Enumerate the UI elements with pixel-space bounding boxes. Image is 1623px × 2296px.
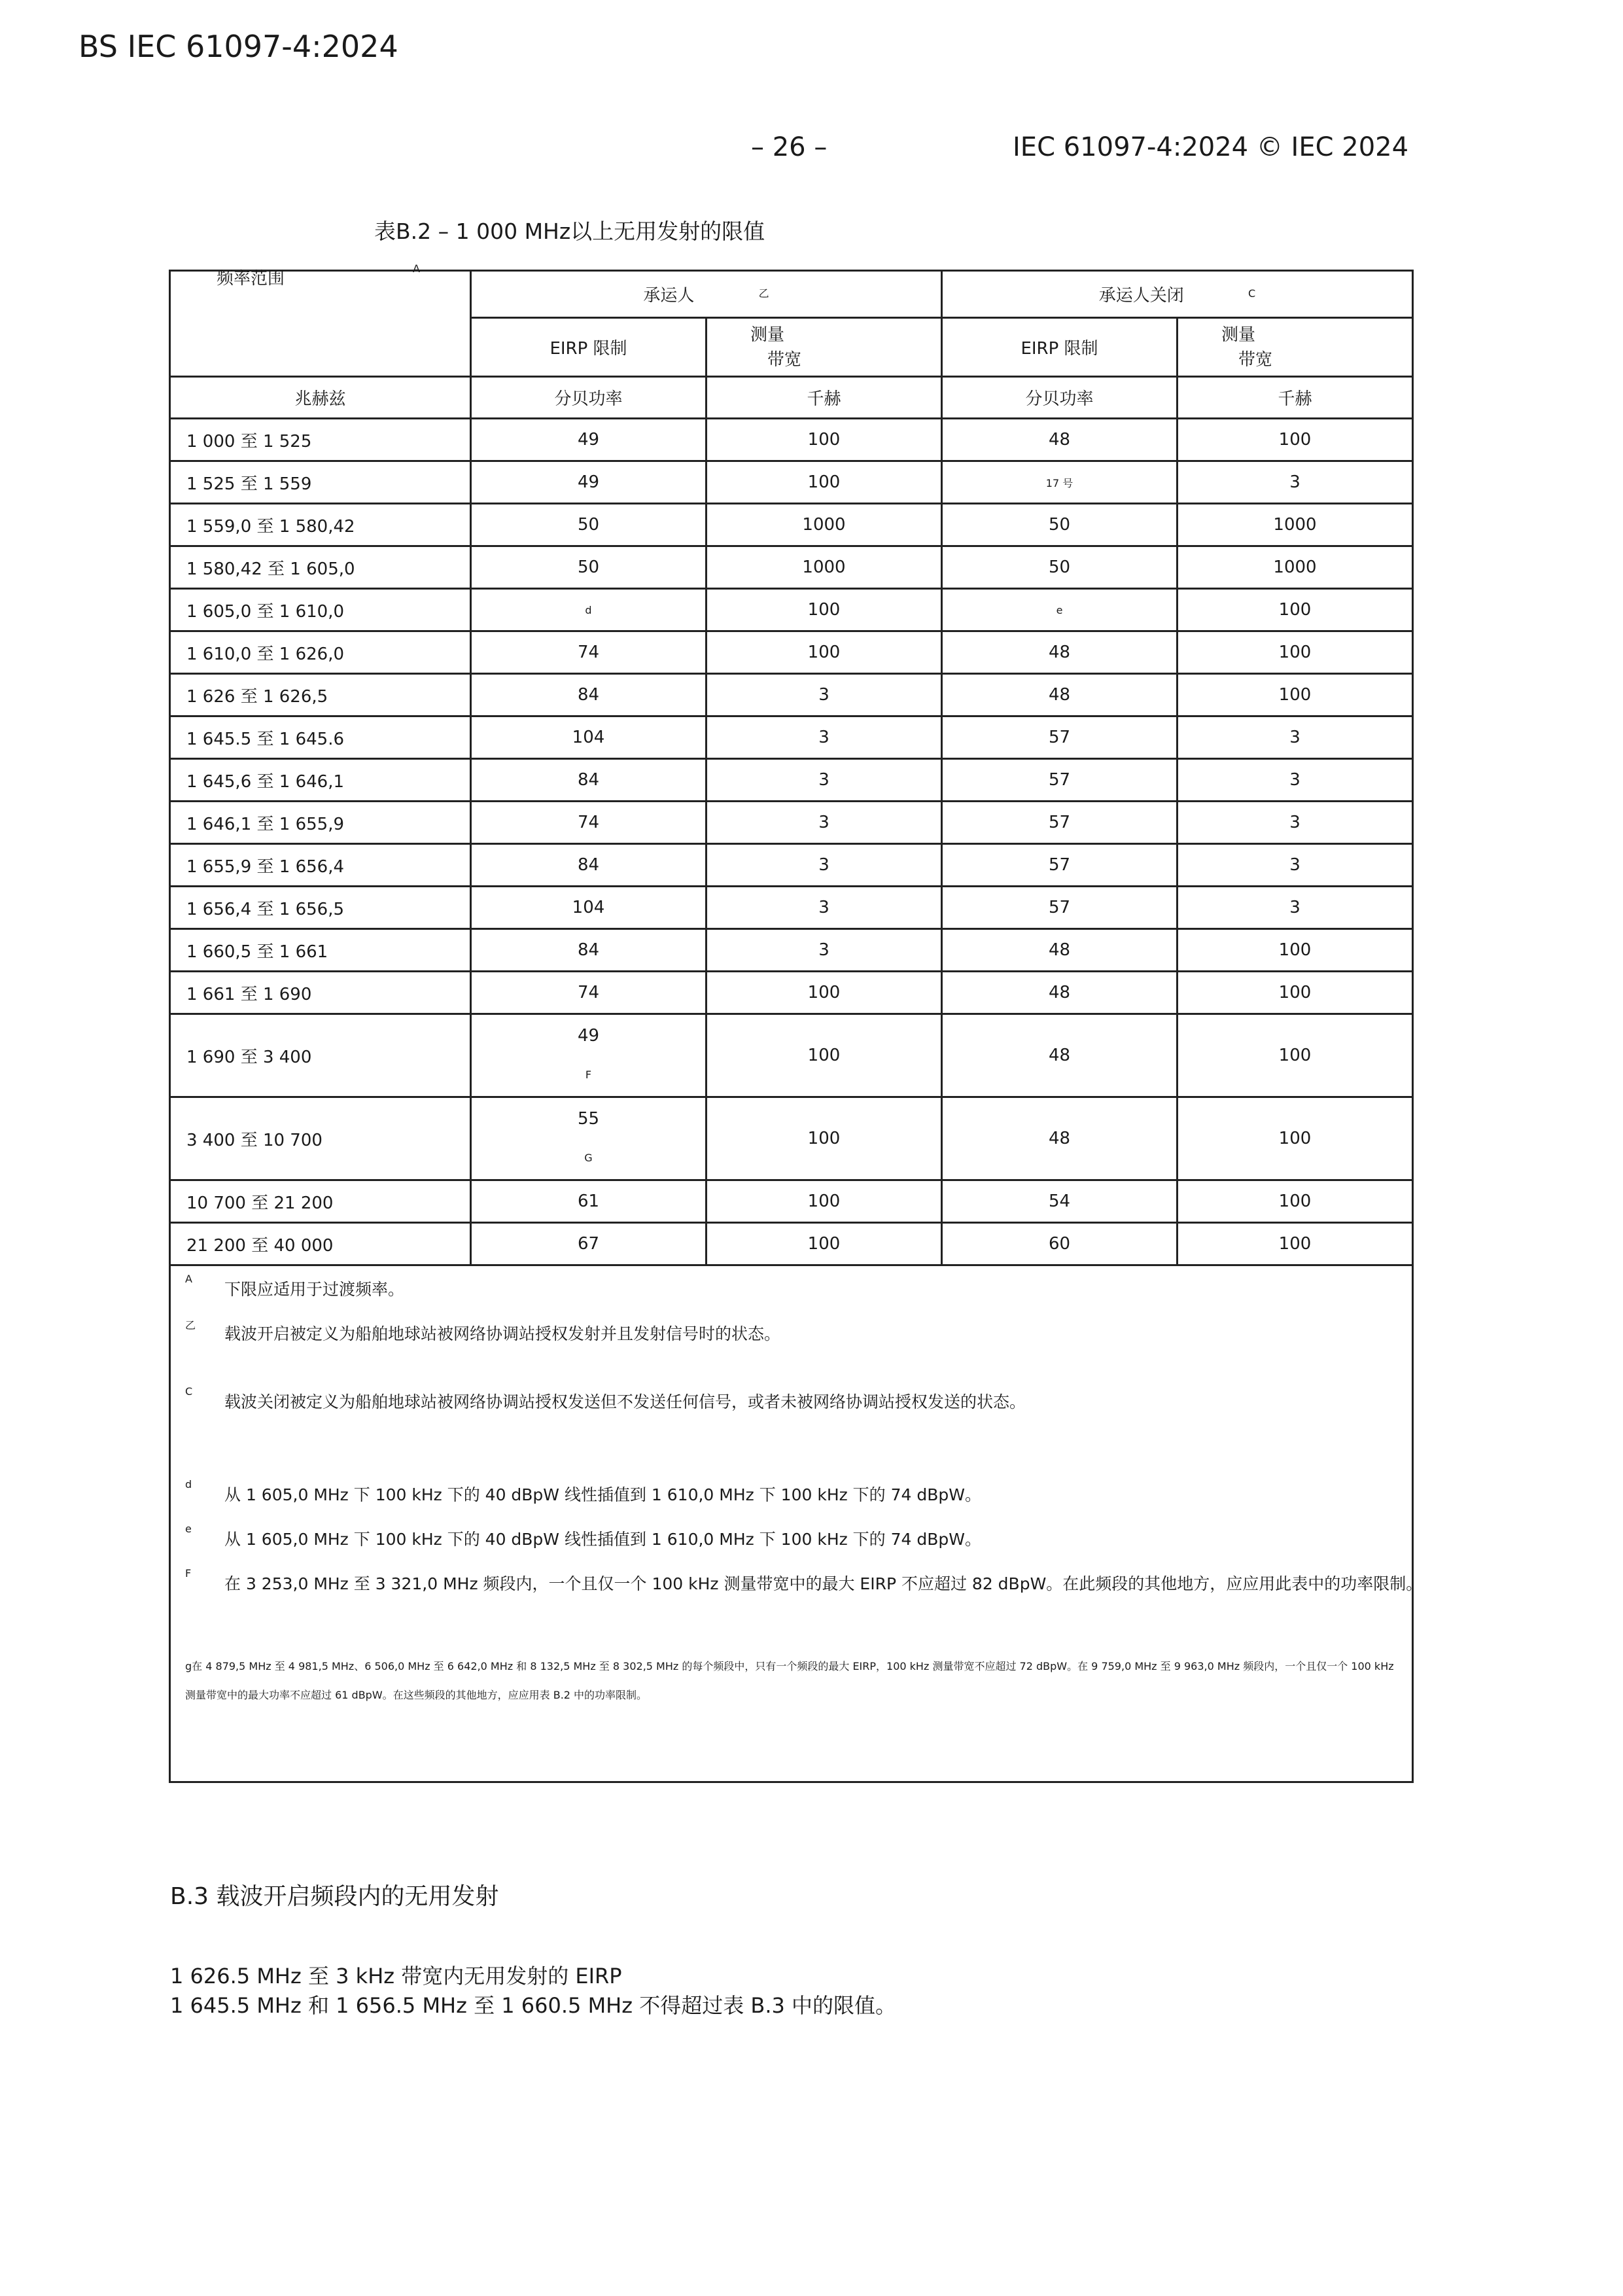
freq-range-cell: 1 559,0 至 1 580,42: [170, 504, 471, 546]
on-bw-cell: 3: [707, 759, 942, 802]
on-bw-cell: 100: [707, 1223, 942, 1265]
header-freq-range: [170, 262, 471, 377]
table-row: [170, 631, 1413, 674]
table-title: 表B.2 – 1 000 MHz以上无用发射的限值: [374, 219, 765, 244]
freq-range-cell: 1 645,6 至 1 646,1: [170, 759, 471, 802]
freq-range-cell: 1 661 至 1 690: [170, 972, 471, 1014]
on-eirp-cell: 67: [471, 1223, 707, 1265]
table-row: [170, 1014, 1413, 1097]
on-bw-cell: 3: [707, 674, 942, 716]
footnote-mark: e: [185, 1523, 192, 1535]
on-bw-cell: 3: [707, 716, 942, 759]
on-eirp-cell: 61: [471, 1180, 707, 1223]
on-eirp-value: 55: [577, 1109, 600, 1129]
header-freq-unit: 兆赫兹: [170, 377, 471, 419]
freq-range-cell: 1 525 至 1 559: [170, 461, 471, 504]
footnote-mark: 乙: [185, 1319, 196, 1332]
off-eirp-cell: 48: [942, 972, 1178, 1014]
footnote-g: g在 4 879,5 MHz 至 4 981,5 MHz、6 506,0 MHz 至 6 642,0 MHz 和 8 132,5 MHz 至 8 302,5 MHz 的每个频段中，只有一个频段的最大 EIRP，100 kHz 测量带宽不应超过 72 dBpW。在 9 759,0 MHz 至 9 963,0 MHz 频段内，一个且仅一个 100 kHz 测量带宽中的最大功率不应超过 61 dBpW。在这些频段的其他地方，应应用表 B.2 中的功率限制。: [185, 1660, 1394, 1701]
footnote-text: 从 1 605,0 MHz 下 100 kHz 下的 40 dBpW 线性插值到 1 610,0 MHz 下 100 kHz 下的 74 dBpW。: [224, 1485, 981, 1504]
off-eirp-cell: 48: [942, 1014, 1178, 1097]
off-bw-cell: 100: [1178, 1097, 1413, 1180]
on-bw-cell: 3: [707, 887, 942, 929]
freq-range-cell: 1 610,0 至 1 626,0: [170, 631, 471, 674]
freq-range-cell: 1 656,4 至 1 656,5: [170, 887, 471, 929]
on-eirp-cell: d: [471, 589, 707, 631]
table-row: [170, 461, 1413, 504]
table-row: [170, 929, 1413, 972]
footnote-text: 载波开启被定义为船舶地球站被网络协调站授权发射并且发射信号时的状态。: [224, 1324, 781, 1343]
page-header-standard: IEC 61097-4:2024 © IEC 2024: [1013, 132, 1409, 162]
off-bw-cell: 1000: [1178, 546, 1413, 589]
freq-range-note: A: [413, 262, 420, 275]
limits-table: [169, 262, 1423, 1783]
table-row: [170, 802, 1413, 844]
on-eirp-note: G: [584, 1152, 593, 1164]
off-bw-cell: 100: [1178, 1223, 1413, 1265]
on-eirp-cell: 84: [471, 929, 707, 972]
off-bw-cell: 100: [1178, 674, 1413, 716]
on-bw-cell: 100: [707, 631, 942, 674]
on-eirp-cell: 84: [471, 674, 707, 716]
on-bw-cell: 100: [707, 461, 942, 504]
table-row: [170, 674, 1413, 716]
header-off-eirp-unit: 分贝功率: [942, 377, 1178, 419]
on-eirp-cell: 50: [471, 546, 707, 589]
on-eirp-cell: 104: [471, 887, 707, 929]
footnote-text: 在 3 253,0 MHz 至 3 321,0 MHz 频段内，一个且仅一个 100 kHz 测量带宽中的最大 EIRP 不应超过 82 dBpW。在此频段的其他地方，应应用此表中的功率限制。: [224, 1574, 1423, 1593]
freq-range-cell: 1 605,0 至 1 610,0: [170, 589, 471, 631]
freq-range-cell: 1 000 至 1 525: [170, 419, 471, 461]
body-text-line-2: 1 645.5 MHz 和 1 656.5 MHz 至 1 660.5 MHz 不得超过表 B.3 中的限值。: [170, 1993, 897, 2018]
freq-range-label: 频率范围: [217, 269, 285, 289]
on-bw-cell: 1000: [707, 504, 942, 546]
off-eirp-cell: 48: [942, 419, 1178, 461]
freq-range-cell: 1 660,5 至 1 661: [170, 929, 471, 972]
freq-range-cell: 1 690 至 3 400: [170, 1014, 471, 1097]
off-eirp-cell: 60: [942, 1223, 1178, 1265]
off-bw-cell: 1000: [1178, 504, 1413, 546]
on-bw-cell: 100: [707, 1097, 942, 1180]
bw-label-line1: 测量: [1221, 325, 1256, 345]
header-carrier-off: [942, 271, 1413, 318]
footnote-mark: C: [185, 1385, 193, 1398]
carrier-off-label: 承运人关闭: [1098, 286, 1184, 306]
off-eirp-cell: 48: [942, 929, 1178, 972]
freq-range-cell: 1 645.5 至 1 645.6: [170, 716, 471, 759]
table-row: [170, 1097, 1413, 1180]
freq-range-cell: 1 580,42 至 1 605,0: [170, 546, 471, 589]
table-row: [170, 1223, 1413, 1265]
on-eirp-cell: 84: [471, 759, 707, 802]
page-number: – 26 –: [751, 132, 828, 162]
table-row: [170, 972, 1413, 1014]
table-row: [170, 844, 1413, 887]
off-eirp-cell: 50: [942, 504, 1178, 546]
table-row: [170, 716, 1413, 759]
bw-label-line1: 测量: [750, 325, 785, 345]
off-bw-cell: 100: [1178, 972, 1413, 1014]
off-bw-cell: 100: [1178, 631, 1413, 674]
table-row: [170, 589, 1413, 631]
off-bw-cell: 100: [1178, 929, 1413, 972]
on-bw-cell: 100: [707, 972, 942, 1014]
table-row: [170, 546, 1413, 589]
table-row: [170, 759, 1413, 802]
on-eirp-cell: 50: [471, 504, 707, 546]
on-bw-cell: 3: [707, 802, 942, 844]
footnotes-cell: [170, 1265, 1423, 1782]
off-bw-cell: 100: [1178, 1180, 1413, 1223]
off-bw-cell: 3: [1178, 844, 1413, 887]
freq-range-cell: 3 400 至 10 700: [170, 1097, 471, 1180]
on-eirp-cell: 104: [471, 716, 707, 759]
off-eirp-cell: e: [942, 589, 1178, 631]
off-eirp-cell: 54: [942, 1180, 1178, 1223]
on-eirp-value: 49: [577, 1026, 600, 1046]
header-on-bw-unit: 千赫: [707, 377, 942, 419]
table-body-tall: [170, 1014, 1413, 1180]
off-eirp-cell: 48: [942, 1097, 1178, 1180]
on-eirp-note: F: [585, 1069, 592, 1081]
freq-range-cell: 1 646,1 至 1 655,9: [170, 802, 471, 844]
off-bw-cell: 100: [1178, 419, 1413, 461]
on-bw-cell: 100: [707, 1014, 942, 1097]
off-eirp-cell: 57: [942, 759, 1178, 802]
section-heading: B.3 载波开启频段内的无用发射: [170, 1883, 499, 1910]
footnote-text: 下限应适用于过渡频率。: [224, 1280, 405, 1299]
bw-label-line2: 带宽: [767, 349, 802, 370]
table-body-main: [170, 419, 1413, 1014]
freq-range-cell: 1 655,9 至 1 656,4: [170, 844, 471, 887]
header-off-bw: [1178, 318, 1413, 377]
header-on-eirp-unit: 分贝功率: [471, 377, 707, 419]
header-on-bw: [707, 318, 942, 377]
on-bw-cell: 100: [707, 419, 942, 461]
on-eirp-cell: 74: [471, 972, 707, 1014]
off-bw-cell: 3: [1178, 716, 1413, 759]
on-eirp-cell: [471, 1097, 707, 1180]
on-eirp-cell: [471, 1014, 707, 1097]
off-bw-cell: 100: [1178, 589, 1413, 631]
off-eirp-cell: 57: [942, 887, 1178, 929]
freq-range-cell: 10 700 至 21 200: [170, 1180, 471, 1223]
on-bw-cell: 100: [707, 1180, 942, 1223]
table-row: [170, 504, 1413, 546]
table-row: [170, 887, 1413, 929]
on-eirp-cell: 84: [471, 844, 707, 887]
off-bw-cell: 3: [1178, 759, 1413, 802]
freq-range-cell: 21 200 至 40 000: [170, 1223, 471, 1265]
off-eirp-cell: 48: [942, 631, 1178, 674]
footnote-text: 载波关闭被定义为船舶地球站被网络协调站授权发送但不发送任何信号，或者未被网络协调站授权发送的状态。: [224, 1392, 1026, 1411]
freq-range-cell: 1 626 至 1 626,5: [170, 674, 471, 716]
carrier-on-note: 乙: [758, 287, 769, 300]
off-eirp-cell: 50: [942, 546, 1178, 589]
header-carrier-on: [471, 271, 942, 318]
body-text-line-1: 1 626.5 MHz 至 3 kHz 带宽内无用发射的 EIRP: [170, 1964, 622, 1988]
on-eirp-cell: 74: [471, 802, 707, 844]
on-eirp-cell: 49: [471, 419, 707, 461]
footnote-mark: d: [185, 1478, 192, 1491]
on-bw-cell: 100: [707, 589, 942, 631]
footnote-mark: F: [185, 1567, 192, 1580]
on-bw-cell: 1000: [707, 546, 942, 589]
on-bw-cell: 3: [707, 844, 942, 887]
off-eirp-cell: 17 号: [942, 461, 1178, 504]
table-row: [170, 419, 1413, 461]
off-bw-cell: 3: [1178, 887, 1413, 929]
header-on-eirp: EIRP 限制: [471, 318, 707, 377]
footnote-text: 从 1 605,0 MHz 下 100 kHz 下的 40 dBpW 线性插值到 1 610,0 MHz 下 100 kHz 下的 74 dBpW。: [224, 1530, 981, 1549]
carrier-off-note: C: [1248, 287, 1256, 300]
off-bw-cell: 3: [1178, 461, 1413, 504]
table-row: [170, 1180, 1413, 1223]
off-bw-cell: 3: [1178, 802, 1413, 844]
carrier-on-label: 承运人: [643, 286, 695, 306]
header-off-eirp: EIRP 限制: [942, 318, 1178, 377]
off-eirp-cell: 57: [942, 716, 1178, 759]
document-id: BS IEC 61097-4:2024: [79, 29, 398, 64]
table-body-end: [170, 1180, 1413, 1265]
header-off-bw-unit: 千赫: [1178, 377, 1413, 419]
off-bw-cell: 100: [1178, 1014, 1413, 1097]
off-eirp-cell: 57: [942, 802, 1178, 844]
on-bw-cell: 3: [707, 929, 942, 972]
on-eirp-cell: 49: [471, 461, 707, 504]
footnote-mark: A: [185, 1273, 192, 1285]
on-eirp-cell: 74: [471, 631, 707, 674]
off-eirp-cell: 48: [942, 674, 1178, 716]
bw-label-line2: 带宽: [1238, 349, 1273, 370]
off-eirp-cell: 57: [942, 844, 1178, 887]
